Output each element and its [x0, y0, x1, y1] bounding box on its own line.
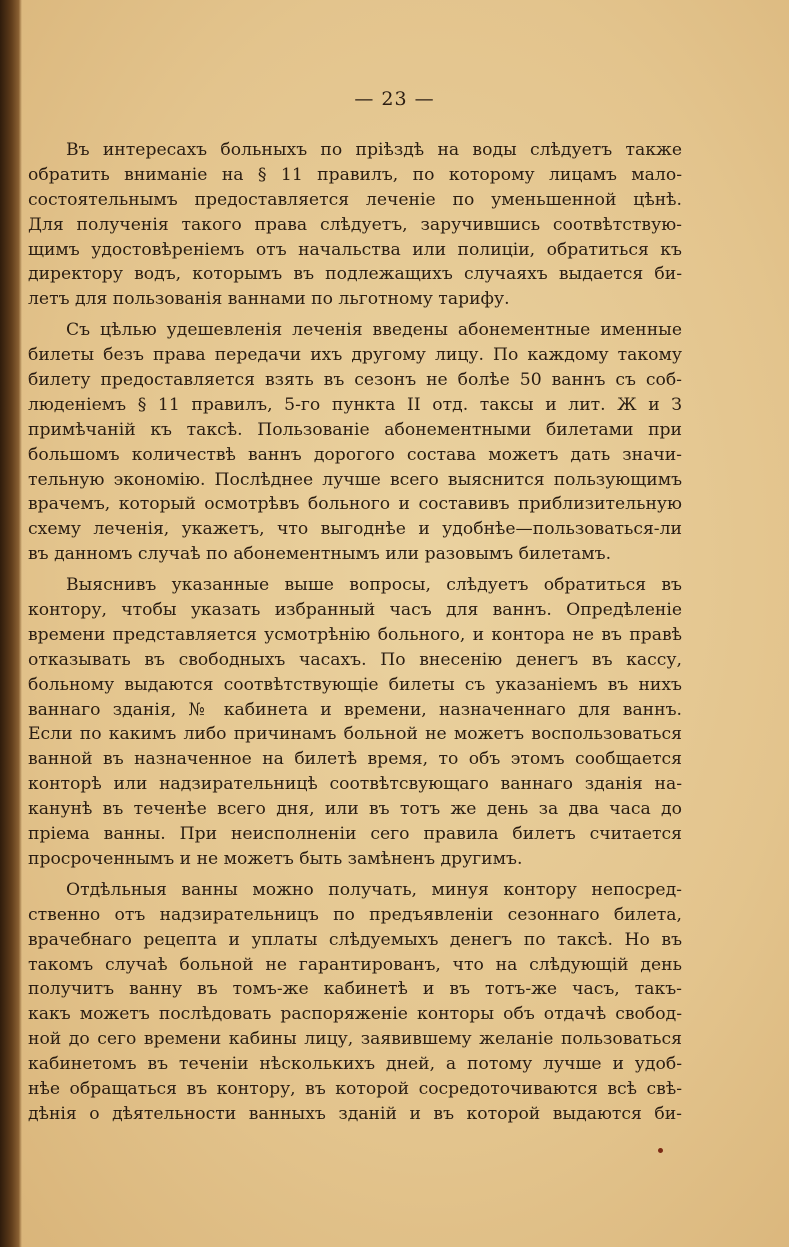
ink-speck: [658, 1148, 663, 1153]
text-line: Съ цѣлью удешевленія леченія введены абонементные именные: [66, 320, 682, 341]
text-line: пріема ванны. При неисполненіи сего правила билетъ считается: [28, 824, 682, 845]
text-line: такомъ случаѣ больной не гарантированъ, что на слѣдующій день: [28, 954, 682, 975]
paragraph-2: [28, 318, 682, 567]
text-line: ной до сего времени кабины лицу, заявившему желаніе пользоваться: [28, 1029, 682, 1050]
text-line: нѣе обращаться въ контору, въ которой сосредоточиваются всѣ свѣ-: [28, 1078, 682, 1099]
text-line: контору, чтобы указать избранный часъ для ваннъ. Опредѣленіе: [28, 600, 682, 621]
text-line: конторѣ или надзирательницѣ соотвѣтсвующаго ваннаго зданія на-: [28, 774, 682, 795]
text-line: отказывать въ свободныхъ часахъ. По внесенію денегъ въ кассу,: [28, 649, 682, 670]
page-number: — 23 —: [354, 88, 435, 110]
text-line: Выяснивъ указанные выше вопросы, слѣдуетъ обратиться въ: [66, 575, 682, 596]
text-line: щимъ удостовѣреніемъ отъ начальства или полиціи, обратиться къ: [28, 239, 682, 260]
text-line: схему леченія, укажетъ, что выгоднѣе и удобнѣе—пользоваться-ли: [28, 519, 682, 540]
paragraph-1: [28, 138, 682, 312]
book-binding-edge: [0, 0, 22, 1247]
text-line: Если по какимъ либо причинамъ больной не можетъ воспользоваться: [28, 724, 682, 745]
text-line: въ данномъ случаѣ по абонементнымъ или разовымъ билетамъ.: [28, 544, 612, 565]
text-line: людeніемъ § 11 правилъ, 5-го пункта II отд. таксы и лит. Ж и З: [28, 394, 682, 415]
text-line: Въ интересахъ больныхъ по пріѣздѣ на воды слѣдуетъ также: [66, 140, 682, 160]
text-line: большомъ количествѣ ваннъ дорогого состава можетъ дать значи-: [28, 444, 682, 465]
text-line: тельную экономію. Послѣднее лучше всего выяснится пользующимъ: [28, 469, 682, 490]
text-line: больному выдаются соотвѣтствующіе билеты съ указаніемъ въ нихъ: [28, 674, 682, 695]
text-line: кабинетомъ въ теченіи нѣсколькихъ дней, а потому лучше и удоб-: [28, 1054, 682, 1075]
text-line: получитъ ванну въ томъ-же кабинетѣ и въ тотъ-же часъ, такъ-: [28, 979, 682, 1000]
text-line: ванной въ назначенное на билетѣ время, то объ этомъ сообщается: [28, 749, 682, 770]
text-line: просроченнымъ и не можетъ быть замѣненъ другимъ.: [28, 848, 523, 869]
text-line: врачемъ, который осмотрѣвъ больного и составивъ приблизительную: [28, 494, 682, 515]
text-line: обратить вниманіе на § 11 правилъ, по которому лицамъ мало-: [28, 164, 682, 185]
text-line: ственно отъ надзирательницъ по предъявленіи сезоннаго билета,: [28, 904, 682, 925]
text-line: канунѣ въ теченѣе всего дня, или въ тотъ же день за два часа до: [28, 799, 682, 820]
page-text: [28, 138, 682, 1133]
text-line: примѣчаній къ таксѣ. Пользованіе абонементными билетами при: [28, 419, 682, 440]
text-line: билету предоставляется взять въ сезонъ не болѣе 50 ваннъ съ соб-: [28, 370, 682, 391]
text-line: какъ можетъ послѣдовать распоряженіе конторы объ отдачѣ свобод-: [28, 1004, 682, 1025]
paragraph-3: [28, 573, 682, 872]
text-line: состоятельнымъ предоставляется леченіе по уменьшенной цѣнѣ.: [28, 189, 682, 210]
text-line: летъ для пользованія ваннами по льготному тарифу.: [28, 289, 510, 310]
text-line: дѣнія о дѣятельности ванныхъ зданій и въ которой выдаются би-: [28, 1103, 682, 1124]
text-line: времени представляется усмотрѣнію больного, и контора не въ правѣ: [28, 624, 682, 645]
text-line: Для полученія такого права слѣдуетъ, заручившись соотвѣтствую-: [28, 214, 682, 235]
text-line: Отдѣльныя ванны можно получать, минуя контору непосред-: [66, 879, 682, 900]
text-line: директору водъ, которымъ въ подлежащихъ случаяхъ выдается би-: [28, 264, 682, 285]
text-line: врачебнаго рецепта и уплаты слѣдуемыхъ денегъ по таксѣ. Но въ: [28, 929, 682, 950]
text-line: ваннаго зданія, № кабинета и времени, назначеннаго для ваннъ.: [28, 699, 682, 720]
text-line: билеты безъ права передачи ихъ другому лицу. По каждому такому: [28, 345, 682, 366]
paragraph-4: [28, 878, 682, 1127]
